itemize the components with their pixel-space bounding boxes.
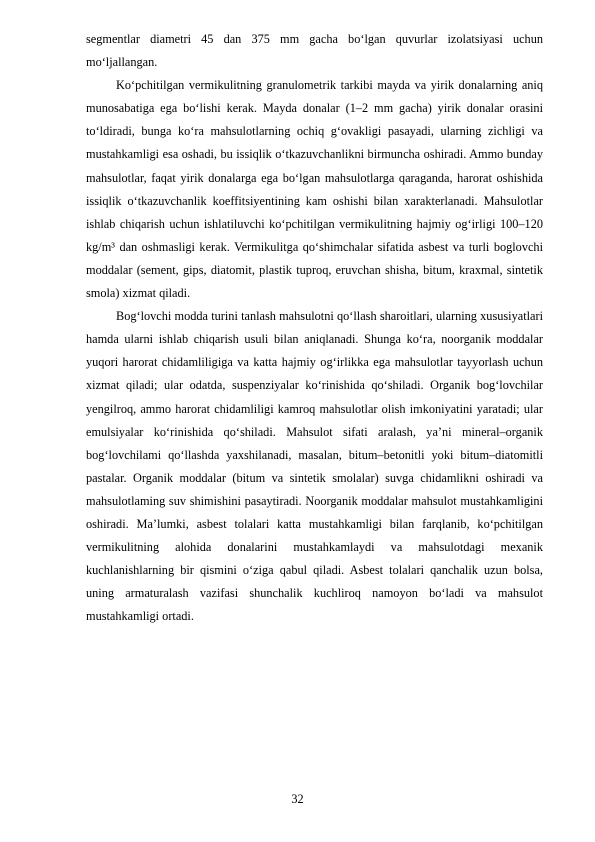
paragraph-continuation: segmentlar diametri 45 dan 375 mm gacha bo‘lgan quvurlar izolatsiyasi uchun mo‘ljallangan. <box>86 32 543 70</box>
paragraph-binders: Bog‘lovchi modda turini tanlash mahsulotni qo‘llash sharoitlari, ularning xususiyatlari hamda ularni ishlab chiqarish usuli bilan aniqlanadi. Shunga ko‘ra, noorganik moddalar yuqori harorat chidamliligiga va katta hajmiy og‘irlikka ega mahsulotlar tayyorlash uchun xizmat qiladi; ular odatda, suspenziyalar ko‘rinishida qo‘shiladi. Organik bog‘lovchilar yengilroq, ammo harorat chidamliligi kamroq mahsulotlar olish imkoniyatini yaratadi; ular emulsiyalar ko‘rinishida qo‘shiladi. Mahsulot sifati aralash, ya’ni mineral–organik bog‘lovchilami qo‘llashda yaxshilanadi, masalan, bitum–betonitli yoki bitum–diatomitli pastalar. Organik moddalar (bitum va sintetik smolalar) suvga chidamlikni oshiradi va mahsulotlaming suv shimishini pasaytiradi. Noorganik moddalar mahsulot mustahkamligini oshiradi. Ma’lumki, asbest tolalari katta mustahkamligi bilan farqlanib, ko‘pchitilgan vermikulitning alohida donalarini mustahkamlaydi va mahsulotdagi mexanik kuchlanishlarning bir qismini o‘ziga qabul qiladi. Asbest tolalari qanchalik uzun bolsa, uning armaturalash vazifasi shunchalik kuchliroq namoyon bo‘ladi va mahsulot mustahkamligi ortadi. <box>86 309 543 624</box>
paragraph-granulometry: Ko‘pchitilgan vermikulitning granulometrik tarkibi mayda va yirik donalarning aniq munosabatiga ega bo‘lishi kerak. Mayda donalar (1–2 mm gacha) yirik donalar orasini to‘ldiradi, bunga ko‘ra mahsulotlarning ochiq g‘ovakligi pasayadi, ularning zichligi va mustahkamligi esa oshadi, bu issiqlik o‘tkazuvchanlikni birmuncha oshiradi. Ammo bunday mahsulotlar, faqat yirik donalarga ega bo‘lgan mahsulotlarga qaraganda, harorat oshishida issiqlik o‘tkazuvchanlik koeffitsiyentining kam oshishi bilan xarakterlanadi. Mahsulotlar ishlab chiqarish uchun ishlatiluvchi ko‘pchitilgan vermikulitning hajmiy og‘irligi 100–120 kg/m³ dan oshmasligi kerak. Vermikulitga qo‘shimchalar sifatida asbest va turli boglovchi moddalar (sement, gips, diatomit, plastik tuproq, eruvchan shisha, bitum, kraxmal, sintetik smola) xizmat qiladi. <box>86 78 543 301</box>
page-number: 32 <box>291 792 304 806</box>
document-page <box>86 28 543 628</box>
